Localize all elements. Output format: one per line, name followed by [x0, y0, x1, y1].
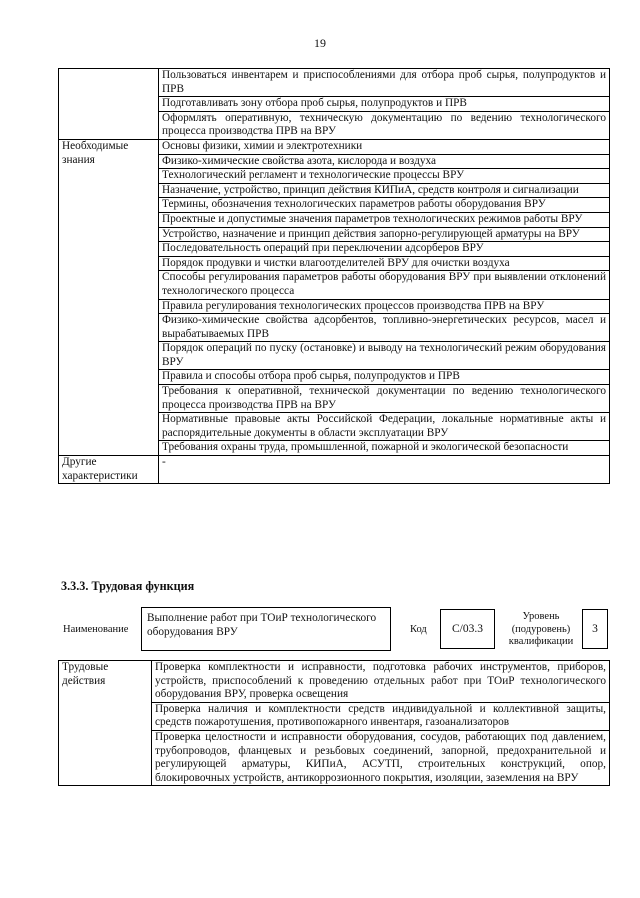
table-cell: Правила и способы отбора проб сырья, полупродуктов и ПРВ — [159, 370, 610, 385]
table-cell: Проверка целостности и исправности оборудования, сосудов, работающих под давлением, трубопроводов, фланцевых и резьбовых соединений, запорной, предохранительной и регулирующей арматуры, КИПиА, АСУТП, строительных конструкций, опор, блокировочных устройств, антикоррозионного покрытия, изоляции, заземления на ВРУ — [152, 730, 610, 785]
table-cell: Назначение, устройство, принцип действия КИПиА, средств контроля и сигнализации — [159, 183, 610, 198]
table-cell: Устройство, назначение и принцип действия запорно-регулирующей арматуры на ВРУ — [159, 227, 610, 242]
table-cell: Проверка комплектности и исправности, подготовка рабочих инструментов, приборов, устройств, приспособлений к проведению отдельных работ при ТОиР технологического оборудования ВРУ, проверка освещения — [152, 661, 610, 703]
table-cell: Физико-химические свойства адсорбентов, топливно-энергетических ресурсов, масел и вырабатываемых ПРВ — [159, 314, 610, 342]
table-cell: Основы физики, химии и электротехники — [159, 139, 610, 154]
table-row — [59, 661, 610, 703]
function-header — [58, 605, 610, 655]
table-cell: Проектные и допустимые значения параметров технологических режимов работы ВРУ — [159, 212, 610, 227]
table-cell: Требования к оперативной, технической документации по ведению технологического процесса производства ПРВ на ВРУ — [159, 385, 610, 413]
row-label — [59, 69, 159, 140]
page-number: 19 — [314, 36, 326, 50]
section-heading: 3.3.3. Трудовая функция — [61, 579, 195, 593]
level-label: Уровень (подуровень) квалификации — [508, 611, 574, 647]
table-cell: Технологический регламент и технологические процессы ВРУ — [159, 169, 610, 184]
table-cell: Оформлять оперативную, техническую документацию по ведению технологического процесса производства ПРВ на ВРУ — [159, 111, 610, 139]
table-cell: Способы регулирования параметров работы оборудования ВРУ при выявлении отклонений технологического процесса — [159, 271, 610, 299]
table-row — [59, 456, 610, 484]
knowledge-table — [58, 68, 610, 484]
function-code: C/03.3 — [440, 609, 495, 649]
table-row — [59, 139, 610, 154]
table-cell: - — [159, 456, 610, 484]
code-label: Код — [410, 624, 427, 635]
name-label: Наименование — [63, 624, 129, 635]
table-cell: Проверка наличия и комплектности средств индивидуальной и коллективной защиты, средств пожаротушения, противопожарного инвентаря, газоанализаторов — [152, 702, 610, 730]
table-cell: Термины, обозначения технологических параметров работы оборудования ВРУ — [159, 198, 610, 213]
table-cell: Последовательность операций при переключении адсорберов ВРУ — [159, 242, 610, 257]
table-row — [59, 69, 610, 97]
function-name: Выполнение работ при ТОиР технологического оборудования ВРУ — [141, 607, 391, 651]
table-cell: Пользоваться инвентарем и приспособлениями для отбора проб сырья, полупродуктов и ПРВ — [159, 69, 610, 97]
table-cell: Подготавливать зону отбора проб сырья, полупродуктов и ПРВ — [159, 97, 610, 112]
table-cell: Порядок операций по пуску (остановке) и выводу на технологический режим оборудования ВРУ — [159, 342, 610, 370]
table-cell: Порядок продувки и чистки влагоотделителей ВРУ для очистки воздуха — [159, 256, 610, 271]
table-cell: Требования охраны труда, промышленной, пожарной и экологической безопасности — [159, 441, 610, 456]
table-cell: Нормативные правовые акты Российской Федерации, локальные нормативные акты и распорядительные документы в области эксплуатации ВРУ — [159, 413, 610, 441]
row-label: Другие характеристики — [59, 456, 159, 484]
row-label: Необходимые знания — [59, 139, 159, 455]
function-level: 3 — [582, 609, 608, 649]
table-cell: Правила регулирования технологических процессов производства ПРВ на ВРУ — [159, 299, 610, 314]
row-label: Трудовые действия — [59, 661, 152, 786]
table-cell: Физико-химические свойства азота, кислорода и воздуха — [159, 154, 610, 169]
actions-table — [58, 660, 610, 786]
